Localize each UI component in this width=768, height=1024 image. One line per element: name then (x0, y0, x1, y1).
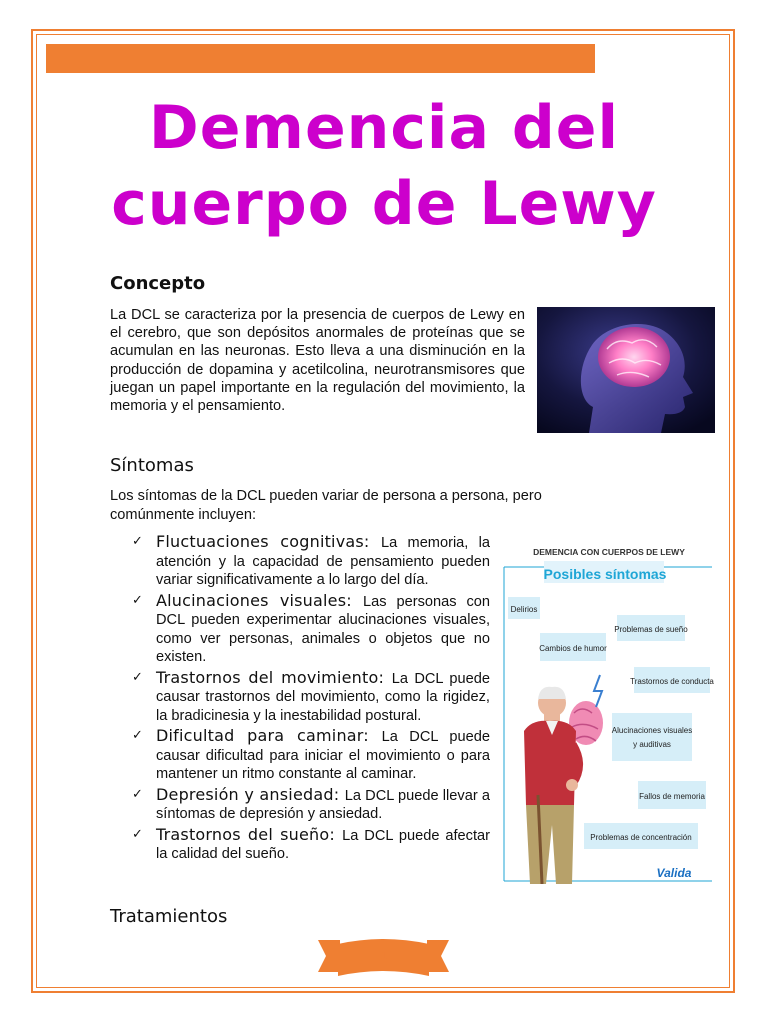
separator: : (333, 784, 345, 804)
symptom-term: Fluctuaciones cognitivas (156, 532, 364, 551)
separator: : (329, 824, 343, 844)
label-auditivas: y auditivas (633, 740, 671, 749)
checkmark-icon: ✓ (132, 669, 143, 685)
symptom-text: La DCL puede causar dificultad para iniciar el movimiento o para mantener un ritmo constante al caminar. (156, 729, 491, 782)
separator: : (378, 667, 392, 687)
separator: : (363, 726, 382, 745)
infographic-title: DEMENCIA CON CUERPOS DE LEWY (533, 547, 685, 557)
symptom-term: Depresión y ansiedad (156, 784, 334, 804)
symptom-term: Alucinaciones visuales (156, 590, 347, 610)
document-title: Demencia del cuerpo de Lewy (111, 93, 657, 239)
concepto-paragraph: La DCL se caracteriza por la presencia de cuerpos de Lewy en el cerebro, que son depósitos anormales de proteínas que se acumulan en las neuronas. Esto lleva a una disminución en la producción de dopamina y acetilcolina, neurotransmisores que juegan un papel importante en la regulación del movimiento, la memoria y el pensamiento. (110, 307, 525, 415)
sintomas-heading: Síntomas (110, 455, 194, 476)
checkmark-icon: ✓ (132, 728, 143, 743)
list-item (130, 786, 490, 824)
label-alucinaciones: Alucinaciones visuales (611, 726, 693, 735)
label-problemas-sueno: Problemas de sueño (614, 625, 688, 634)
list-item (130, 592, 490, 667)
tratamientos-heading: Tratamientos (110, 906, 228, 927)
symptom-term: Trastornos del sueño (156, 824, 330, 844)
concepto-heading: Concepto (110, 273, 206, 294)
separator: : (363, 532, 382, 551)
symptoms-infographic (502, 535, 716, 884)
brain-head-image (537, 307, 715, 433)
checkmark-icon: ✓ (132, 826, 143, 842)
symptom-text: Las personas con DCL pueden experimentar alucinaciones visuales, como ver personas, animales o objetos que no existen. (156, 593, 490, 665)
list-item (130, 727, 490, 784)
symptom-text: La DCL puede llevar a síntomas de depresión y ansiedad. (156, 787, 490, 822)
checkmark-icon: ✓ (132, 592, 143, 608)
checkmark-icon: ✓ (132, 534, 143, 549)
list-item (130, 533, 490, 590)
list-item (130, 826, 490, 864)
sintomas-intro: Los síntomas de la DCL pueden variar de persona a persona, pero comúnmente incluyen: (110, 488, 542, 523)
infographic-subtitle: Posibles síntomas (543, 566, 667, 582)
symptom-term: Dificultad para caminar (156, 726, 364, 745)
label-problemas-concentracion: Problemas de concentración (590, 833, 692, 842)
brand-logo: Valida (656, 866, 692, 880)
symptom-text: La DCL puede afectar la calidad del sueño. (156, 827, 490, 862)
label-trastornos-conducta: Trastornos de conducta (630, 677, 714, 686)
label-delirios: Delirios (510, 605, 538, 614)
header-bar (46, 44, 595, 73)
checkmark-icon: ✓ (132, 786, 143, 802)
label-cambios-humor: Cambios de humor (539, 644, 607, 653)
label-fallos-memoria: Fallos de memoria (639, 792, 705, 801)
symptom-term: Trastornos del movimiento (156, 667, 379, 687)
symptom-text: La memoria, la atención y la capacidad de pensamiento pueden variar significativamente a lo largo del día. (156, 535, 490, 588)
separator: : (346, 590, 364, 610)
page-number: 1 (380, 950, 387, 962)
list-item (130, 669, 490, 726)
symptom-text: La DCL puede causar trastornos del movimiento, como la rigidez, la bradicinesia y la inestabilidad postural. (156, 670, 490, 724)
symptom-list (130, 533, 490, 866)
